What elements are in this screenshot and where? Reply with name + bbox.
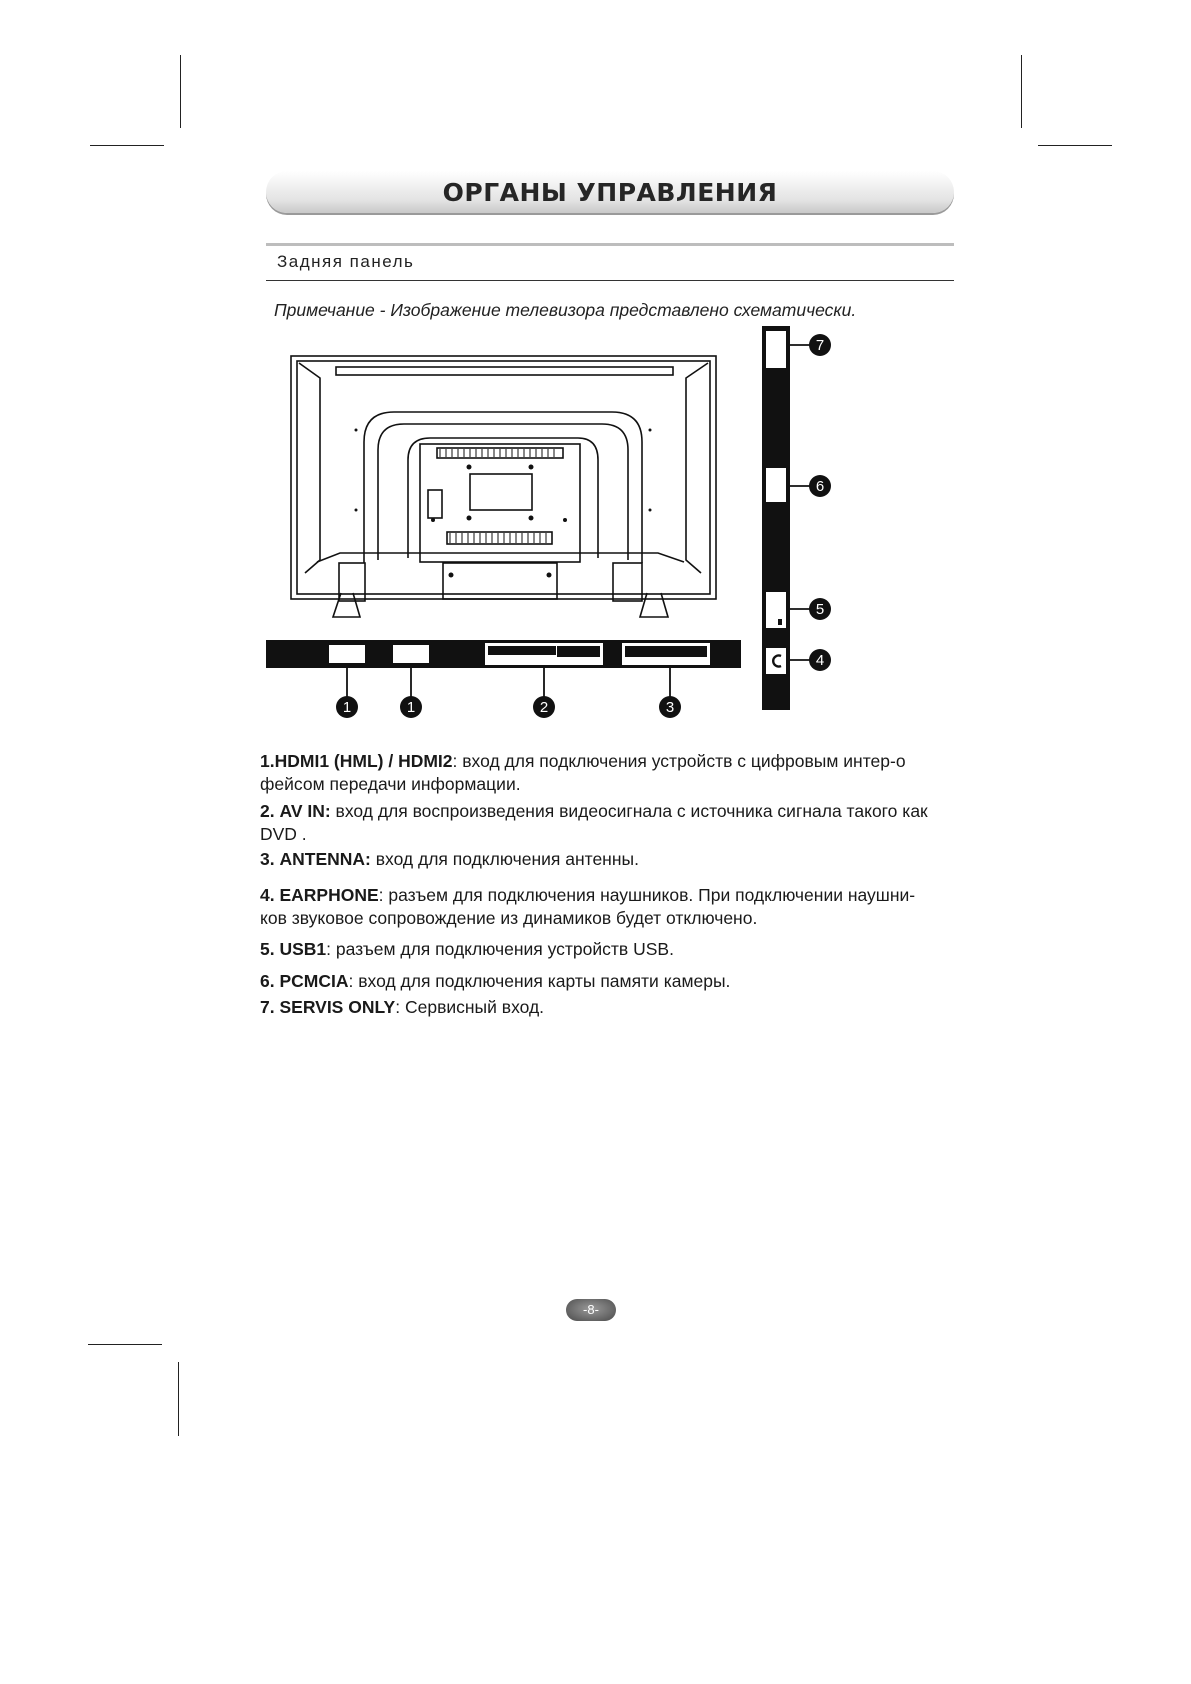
callout-3: 3	[665, 699, 675, 716]
callout-4: 4	[815, 652, 825, 669]
callout-2: 2	[539, 699, 549, 716]
crop-mark	[178, 1362, 179, 1436]
list-item: 4. EARPHONE: разъем для подключения наушников. При подключении наушни-ков звуковое сопровождение из динамиков будет отключено.	[260, 885, 916, 928]
tv-rear-diagram	[0, 0, 1191, 740]
item-term: USB1	[279, 939, 327, 959]
list-item: 2. AV IN: вход для воспроизведения видеосигнала с источника сигнала такого как DVD .	[260, 801, 928, 844]
item-term: AV IN:	[279, 801, 331, 821]
callout-7: 7	[815, 337, 825, 354]
section-title: Задняя панель	[277, 252, 415, 271]
item-term: PCMCIA	[279, 971, 349, 991]
crop-mark	[88, 1344, 162, 1345]
list-item: 7. SERVIS ONLY: Сервисный вход.	[260, 997, 545, 1017]
list-item: 6. PCMCIA: вход для подключения карты памяти камеры.	[260, 971, 731, 991]
list-item: 3. ANTENNA: вход для подключения антенны.	[260, 849, 639, 869]
callout-1: 1	[406, 699, 416, 716]
page-number: -8-	[566, 1299, 616, 1321]
item-term: EARPHONE	[279, 885, 379, 905]
note-text: Примечание - Изображение телевизора представлено схематически.	[274, 300, 857, 320]
item-term: HDMI1 (HML) / HDMI2	[274, 751, 453, 771]
item-term: SERVIS ONLY	[279, 997, 396, 1017]
callout-1: 1	[342, 699, 352, 716]
list-item: 5. USB1: разъем для подключения устройств USB.	[260, 939, 674, 959]
item-term: ANTENNA:	[279, 849, 371, 869]
list-item: 1.HDMI1 (HML) / HDMI2: вход для подключения устройств с цифровым интер-о фейсом передачи информации.	[260, 751, 906, 794]
page-title: ОРГАНЫ УПРАВЛЕНИЯ	[442, 178, 778, 207]
callout-5: 5	[815, 601, 825, 618]
callout-6: 6	[815, 478, 825, 495]
